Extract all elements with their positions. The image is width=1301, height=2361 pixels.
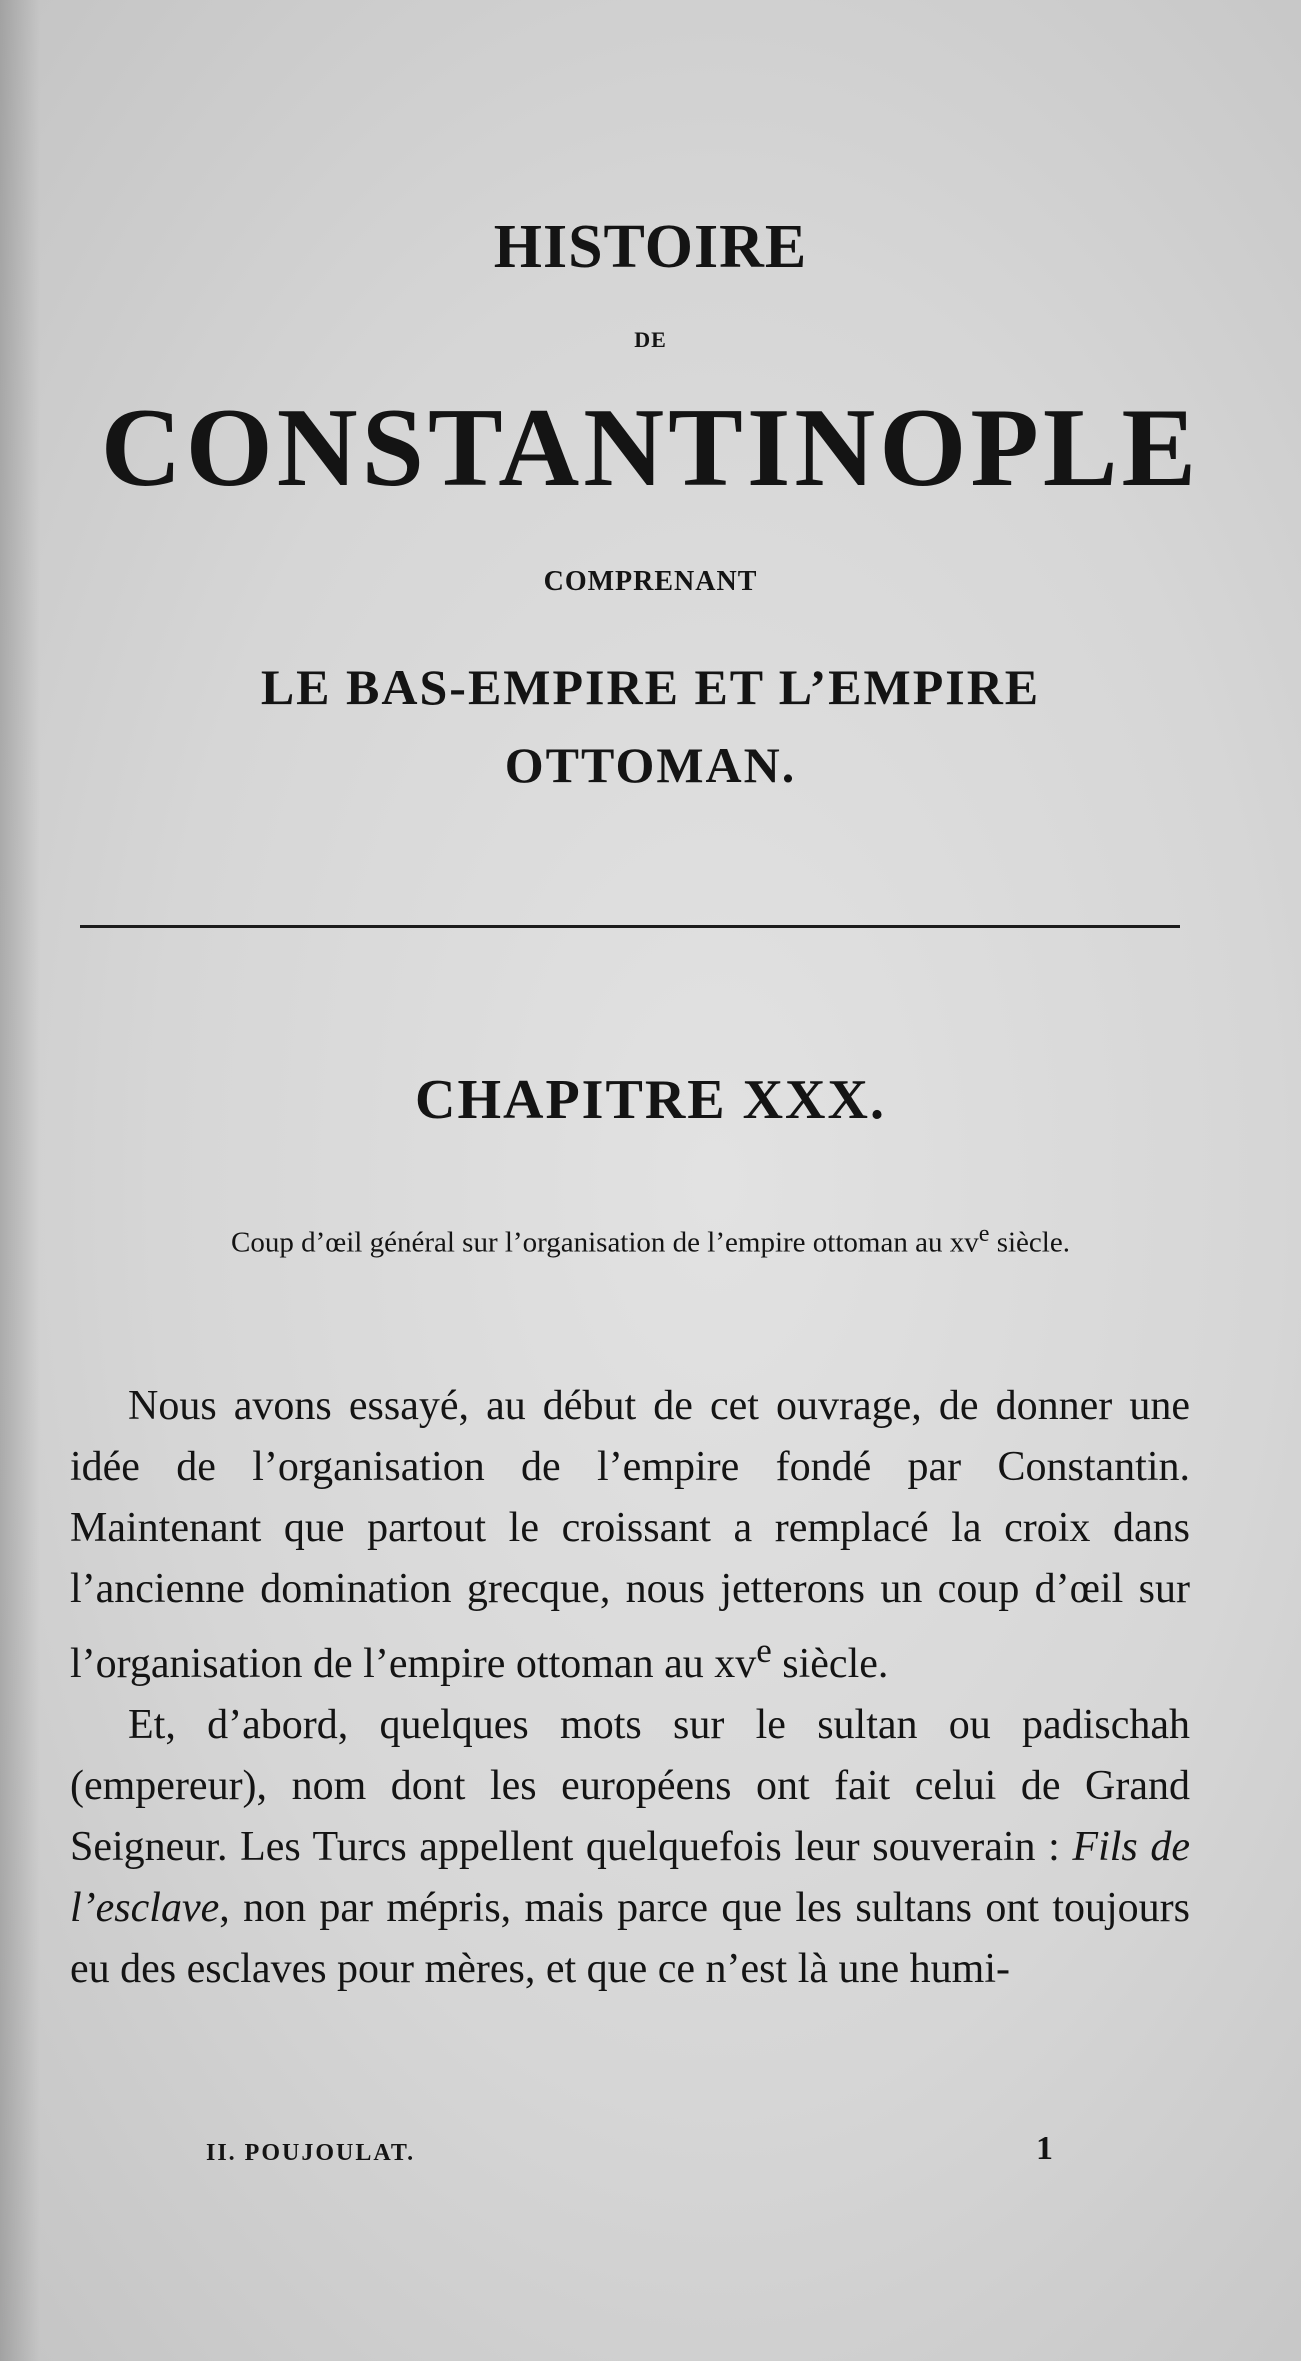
- title-subtitle: [0, 648, 1301, 804]
- section-divider: [80, 925, 1180, 928]
- summary-superscript: e: [978, 1220, 990, 1247]
- body-text: [70, 1376, 1190, 2000]
- paragraph-1: [70, 1376, 1190, 1695]
- subtitle-line-2: OTTOMAN.: [504, 737, 797, 793]
- paragraph-2-text-end: , non par mépris, mais parce que les sultans ont toujours eu des esclaves pour mères, et que ce n’est là une humi-: [70, 1885, 1190, 1992]
- summary-text-end: siècle.: [989, 1226, 1070, 1259]
- title-comprenant: COMPRENANT: [543, 566, 758, 597]
- title-de: DE: [634, 327, 667, 352]
- subtitle-line-1: LE BAS-EMPIRE ET L’EMPIRE: [260, 659, 1041, 715]
- paragraph-2-text: Et, d’abord, quelques mots sur le sultan ou padischah (empereur), nom dont les européens ont fait celui de Grand Seigneur. Les Turcs appellent quelquefois leur souverain :: [70, 1702, 1190, 1870]
- chapter-heading: CHAPITRE XXX.: [415, 1069, 886, 1131]
- paragraph-2: [70, 1695, 1190, 2000]
- paragraph-1-superscript: e: [756, 1631, 772, 1670]
- page-number: 1: [1036, 2130, 1053, 2167]
- summary-text: Coup d’œil général sur l’organisation de l’empire ottoman au xv: [231, 1226, 979, 1259]
- page-edge-shadow: [0, 0, 40, 2361]
- footer-signature: II. POUJOULAT.: [206, 2140, 416, 2166]
- paragraph-1-text-end: siècle.: [771, 1641, 889, 1687]
- chapter-summary: [140, 1212, 1161, 1265]
- paragraph-1-text: Nous avons essayé, au début de cet ouvrage, de donner une idée de l’organisation de l’empire fondé par Constantin. Maintenant que partout le croissant a remplacé la croix dans l’ancienne domination grecque, nous jetterons un coup d’œil sur l’organisation de l’empire ottoman au xv: [70, 1383, 1190, 1687]
- paragraph-2-italic: Fils de l’esclave: [70, 1824, 1190, 1931]
- title-histoire: HISTOIRE: [493, 213, 808, 281]
- title-constantinople: CONSTANTINOPLE: [100, 386, 1201, 510]
